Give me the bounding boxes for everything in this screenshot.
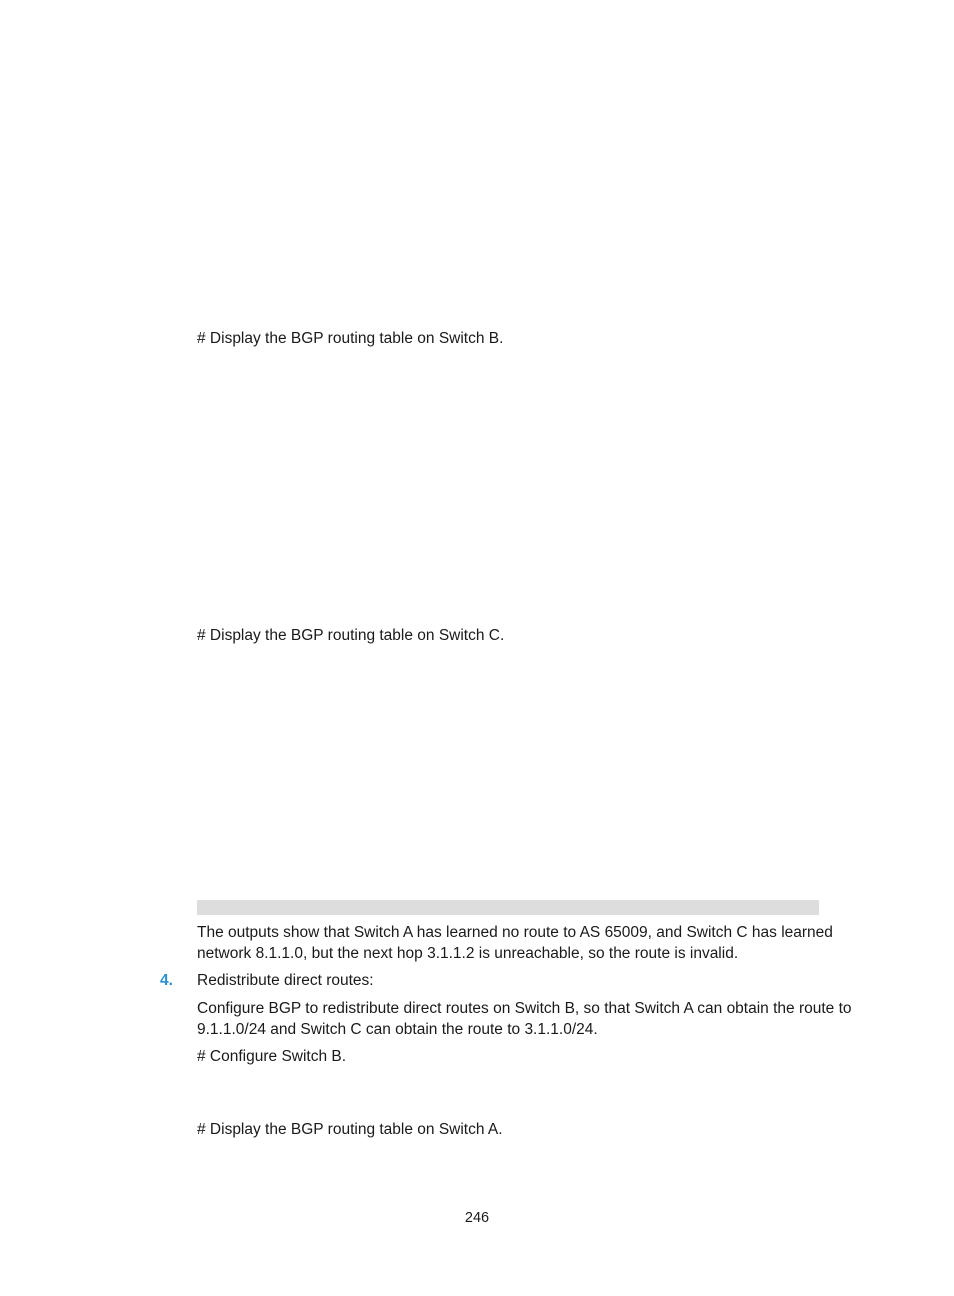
outputs-paragraph: The outputs show that Switch A has learned no route to AS 65009, and Switch C has learned network 8.1.1.0, but the next hop 3.1.1.2 is unreachable, so the route is invalid. xyxy=(197,924,833,962)
step-description: Configure BGP to redistribute direct routes on Switch B, so that Switch A can obtain the route to 9.1.1.0/24 and Switch C can obtain the route to 3.1.1.0/24. xyxy=(197,1000,852,1038)
display-switch-c-instruction: # Display the BGP routing table on Switch C. xyxy=(197,627,505,644)
configure-switch-b-instruction: # Configure Switch B. xyxy=(197,1048,347,1065)
page-number: 246 xyxy=(464,1210,490,1226)
step-number: 4. xyxy=(160,972,173,989)
step-title: Redistribute direct routes: xyxy=(197,972,374,989)
code-block-divider xyxy=(197,900,819,915)
display-switch-b-instruction: # Display the BGP routing table on Switch B. xyxy=(197,330,504,347)
display-switch-a-instruction: # Display the BGP routing table on Switch A. xyxy=(197,1121,503,1138)
